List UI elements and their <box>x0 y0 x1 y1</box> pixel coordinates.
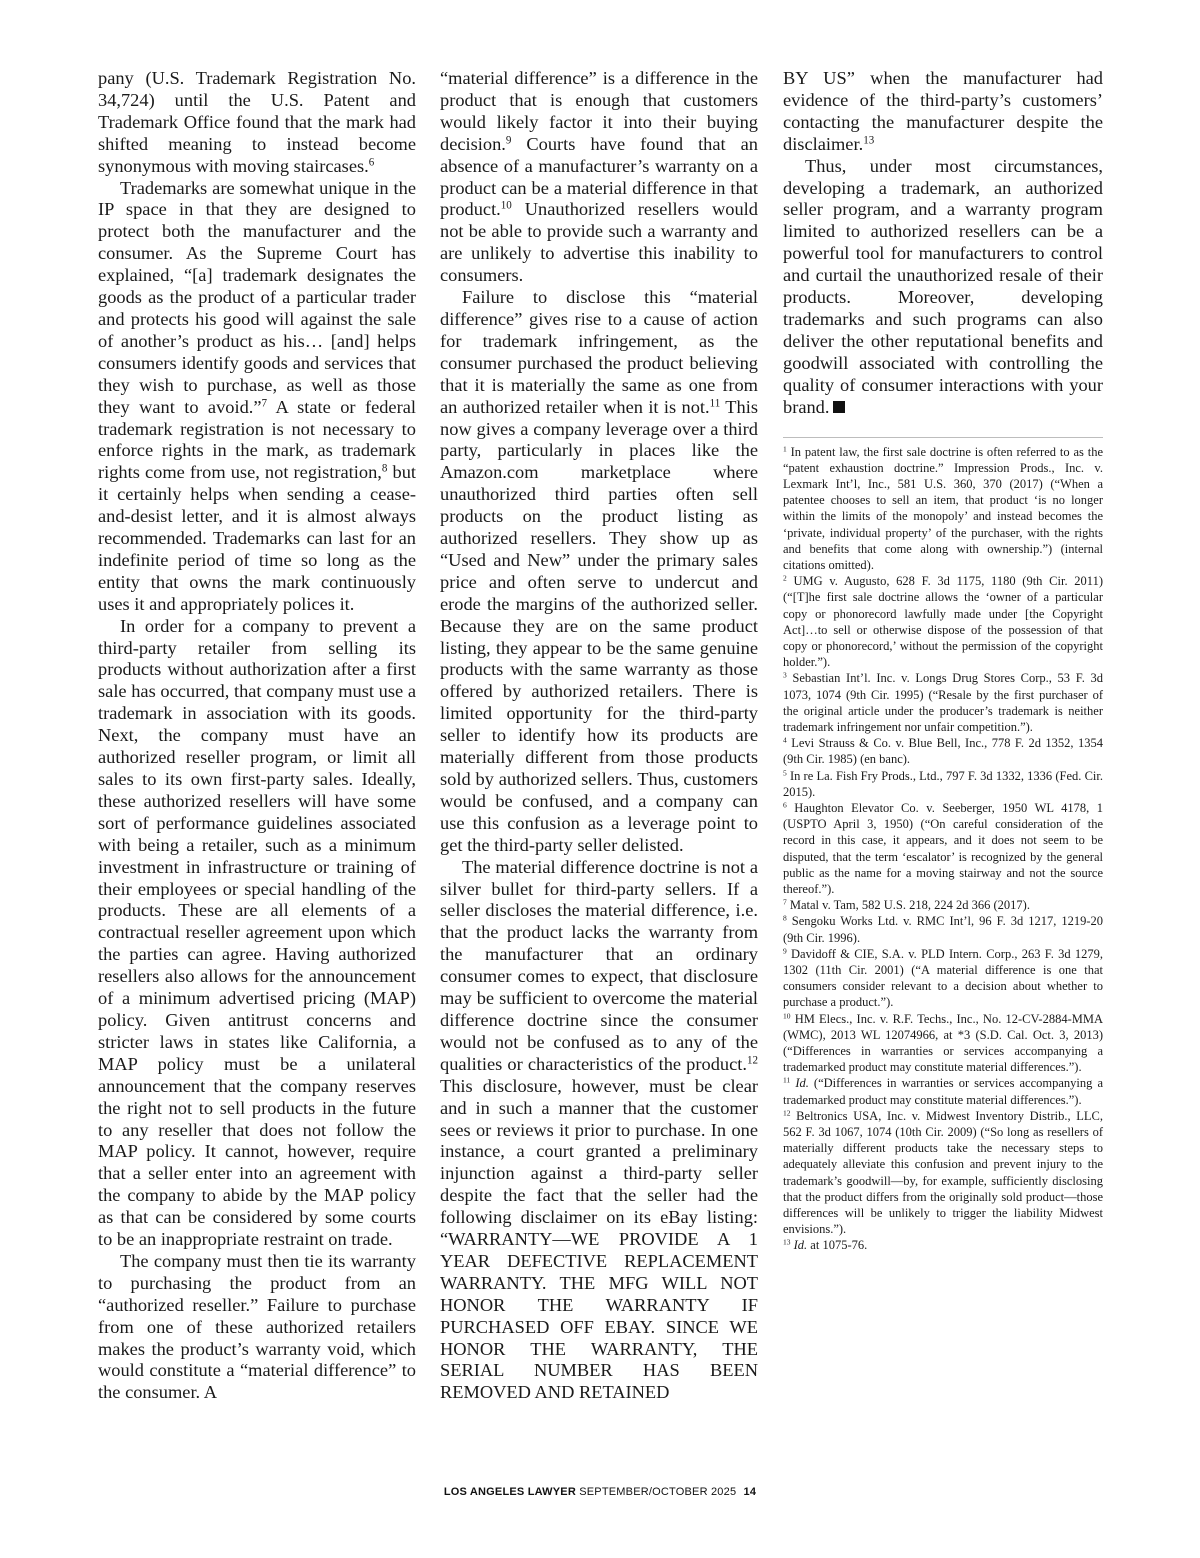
footnote: $^7$ Matal v. Tam, 582 U.S. 218, 224 2d 366 (2017). <box>783 897 1030 913</box>
footnote: $^9$ Davidoff & CIE, S.A. v. PLD Intern. Corp., 263 F. 3d 1279, 1302 (11th Cir. 2001) (“A material difference is one that consumers consider relevant to a decision about whether to purchase a product.”). <box>783 946 1103 1010</box>
paragraph: “material difference” is a difference in the product that is enough that customers would likely factor it into their buying decision.$^9$ Courts have found that an absence of a manufacturer’s warranty on a product can be a material difference in that product.$^{10}$ Unauthorized resellers would not be able to provide such a warranty and are unlikely to advertise this inability to consumers. <box>440 68 758 286</box>
end-of-article-mark <box>833 401 845 413</box>
footnote: $^{12}$ Beltronics USA, Inc. v. Midwest Inventory Distrib., LLC, 562 F. 3d 1067, 1074 (10th Cir. 2009) (“So long as resellers of materially different products take the necessary steps to adequately alleviate this confusion and prevent injury to the trademark’s goodwill—by, for example, sufficiently disclosing that the product differs from the originally sold product—those differences will be unlikely to trigger the liability Midwest envisions.”). <box>783 1108 1103 1237</box>
footnote: $^1$ In patent law, the first sale doctrine is often referred to as the “patent exhaustion doctrine.” Impression Prods., Inc. v. Lexmark Int’l, Inc., 581 U.S. 360, 370 (2017) (“When a patentee chooses to sell an item, that product ‘is no longer within the limits of the monopoly’ and instead becomes the ‘private, individual property’ of the purchaser, with the rights and benefits that come along with ownership.”) (internal citations omitted). <box>783 444 1103 572</box>
article-column-1 <box>98 68 416 1404</box>
footnote: $^6$ Haughton Elevator Co. v. Seeberger, 1950 WL 4178, 1 (USPTO April 3, 1950) (“On careful consideration of the record in this case, it appears, and it does not seem to be disputed, that the term ‘escalator’ is recognized by the general public as the name for a moving stairway and not the source thereof.”). <box>783 800 1103 896</box>
footnote: $^5$ In re La. Fish Fry Prods., Ltd., 797 F. 3d 1332, 1336 (Fed. Cir. 2015). <box>783 768 1103 799</box>
article-column-2 <box>440 68 758 1404</box>
footnote: $^{13}$ Id. at 1075-76. <box>783 1237 868 1253</box>
paragraph: pany (U.S. Trademark Registration No. 34,724) until the U.S. Patent and Trademark Office found that the mark had shifted meaning to instead become synonymous with moving staircases.$^6$ <box>98 68 416 176</box>
footnote: $^4$ Levi Strauss & Co. v. Blue Bell, Inc., 778 F. 2d 1352, 1354 (9th Cir. 1985) (en banc). <box>783 735 1103 767</box>
page-number: 14 <box>743 1486 757 1498</box>
paragraph: BY US” when the manufacturer had evidence of the third-party’s customers’ contacting the manufacturer despite the disclaimer.$^{13}$ <box>783 68 1103 154</box>
footnote: $^8$ Sengoku Works Ltd. v. RMC Int’l, 96 F. 3d 1217, 1219-20 (9th Cir. 1996). <box>783 913 1103 945</box>
article-column-3 <box>783 68 1103 1254</box>
footnotes <box>783 444 1103 1254</box>
paragraph-text: Thus, under most circumstances, developing a trademark, an authorized seller program, and a warranty program limited to authorized resellers can be a powerful tool for manufacturers to control and curtail the unauthorized resale of their products. Moreover, developing trademarks and such programs can also deliver the other reputational benefits and goodwill associated with controlling the quality of consumer interactions with your brand. <box>783 155 1103 417</box>
issue-date: SEPTEMBER/OCTOBER 2025 <box>579 1486 737 1498</box>
paragraph: The company must then tie its warranty to purchasing the product from an “authorized reseller.” Failure to purchase from one of these authorized retailers makes the product’s warranty void, which would constitute a “material difference” to the consumer. A <box>98 1250 416 1403</box>
footnote: $^{11}$ Id. (“Differences in warranties or services accompanying a trademarked product may constitute material differences.”). <box>783 1075 1104 1107</box>
footnote: $^3$ Sebastian Int’l. Inc. v. Longs Drug Stores Corp., 53 F. 3d 1073, 1074 (9th Cir. 1995) (“Resale by the first purchaser of the original article under the producer’s trademark is neither trademark infringement nor unfair competition.”). <box>783 670 1103 734</box>
paragraph: The material difference doctrine is not a silver bullet for third-party sellers. If a seller discloses the material difference, i.e. that the product lacks the warranty from the manufacturer that an ordinary consumer comes to expect, that disclosure may be sufficient to overcome the material difference doctrine since the consumer would not be confused as to any of the qualities or characteristics of the product.$^{12}$ This disclosure, however, must be clear and in such a manner that the customer sees or reviews it prior to purchase. In one instance, a court granted a preliminary injunction against a third-party seller despite the fact that the seller had the following disclaimer on its eBay listing: “WARRANTY—WE PROVIDE A 1 YEAR DEFECTIVE REPLACEMENT WARRANTY. THE MFG WILL NOT HONOR THE WARRANTY IF PURCHASED OFF EBAY. SINCE WE HONOR THE WARRANTY, THE SERIAL NUMBER HAS BEEN REMOVED AND RETAINED <box>440 856 758 1403</box>
footnote-divider <box>783 437 1103 438</box>
paragraph: Failure to disclose this “material difference” gives rise to a cause of action for trademark infringement, as the consumer purchased the product believing that it is materially the same as one from an authorized retailer when it is not.$^{11}$ This now gives a company leverage over a third party, particularly in places like the Amazon.com marketplace where unauthorized third parties often sell products on the product listing as authorized resellers. They show up as “Used and New” under the primary sales price and often serve to undercut and erode the margins of the authorized seller. Because they are on the same product listing, they appear to be the same genuine products with the same warranty as those offered by authorized retailers. There is limited opportunity for the third-party seller to identify how its products are materially different from those products sold by authorized sellers. Thus, customers would be confused, and a company can use this confusion as a leverage point to get the third-party seller delisted. <box>440 287 758 855</box>
footnote: $^{10}$ HM Elecs., Inc. v. R.F. Techs., Inc., No. 12-CV-2884-MMA (WMC), 2013 WL 12074966, at *3 (S.D. Cal. Oct. 3, 2013) (“Differences in warranties or services accompanying a trademarked product may constitute material differences.”). <box>783 1011 1103 1075</box>
footnote: $^2$ UMG v. Augusto, 628 F. 3d 1175, 1180 (9th Cir. 2011) (“[T]he first sale doctrine allows the ‘owner of a particular copy or phonorecord lawfully made under [the Copyright Act]…to sell or otherwise dispose of the possession of that copy or phonorecord,’ without the permission of the copyright holder.”). <box>783 573 1103 670</box>
publication-name: LOS ANGELES LAWYER <box>443 1486 576 1498</box>
paragraph: Trademarks are somewhat unique in the IP space in that they are designed to protect both the manufacturer and the consumer. As the Supreme Court has explained, “[a] trademark designates the goods as the product of a particular trader and protects his good will against the sale of another’s product as his… [and] helps consumers identify goods and services that they wish to purchase, as well as those they want to avoid.”$^7$ A state or federal trademark registration is not necessary to enforce rights in the mark, as trademark rights come from use, not registration,$^8$ but it certainly helps when sending a cease-and-desist letter, and it is almost always recommended. Trademarks can last for an indefinite period of time so long as the entity that owns the mark continuously uses it and appropriately polices it. <box>98 177 416 614</box>
page-footer <box>0 1486 1200 1498</box>
paragraph-final <box>783 156 1103 419</box>
paragraph: In order for a company to prevent a third-party retailer from selling its products without authorization after a first sale has occurred, that company must use a trademark in association with its goods. Next, the company must have an authorized reseller program, or limit all sales to its own first-party sales. Ideally, these authorized resellers will have some sort of performance guidelines associated with being a retailer, such as a minimum investment in infrastructure or training of their employees or special handling of the products. These are all elements of a contractual reseller agreement upon which the parties can agree. Having authorized resellers also allows for the announcement of a minimum advertised pricing (MAP) policy. Given antitrust concerns and stricter laws in states like California, a MAP policy must be a unilateral announcement that the company reserves the right not to sell products in the future to any reseller that does not follow the MAP policy. It cannot, however, require that a seller enter into an agreement with the company to abide by the MAP policy as that can be considered by some courts to be an inappropriate restraint on trade. <box>98 615 416 1250</box>
